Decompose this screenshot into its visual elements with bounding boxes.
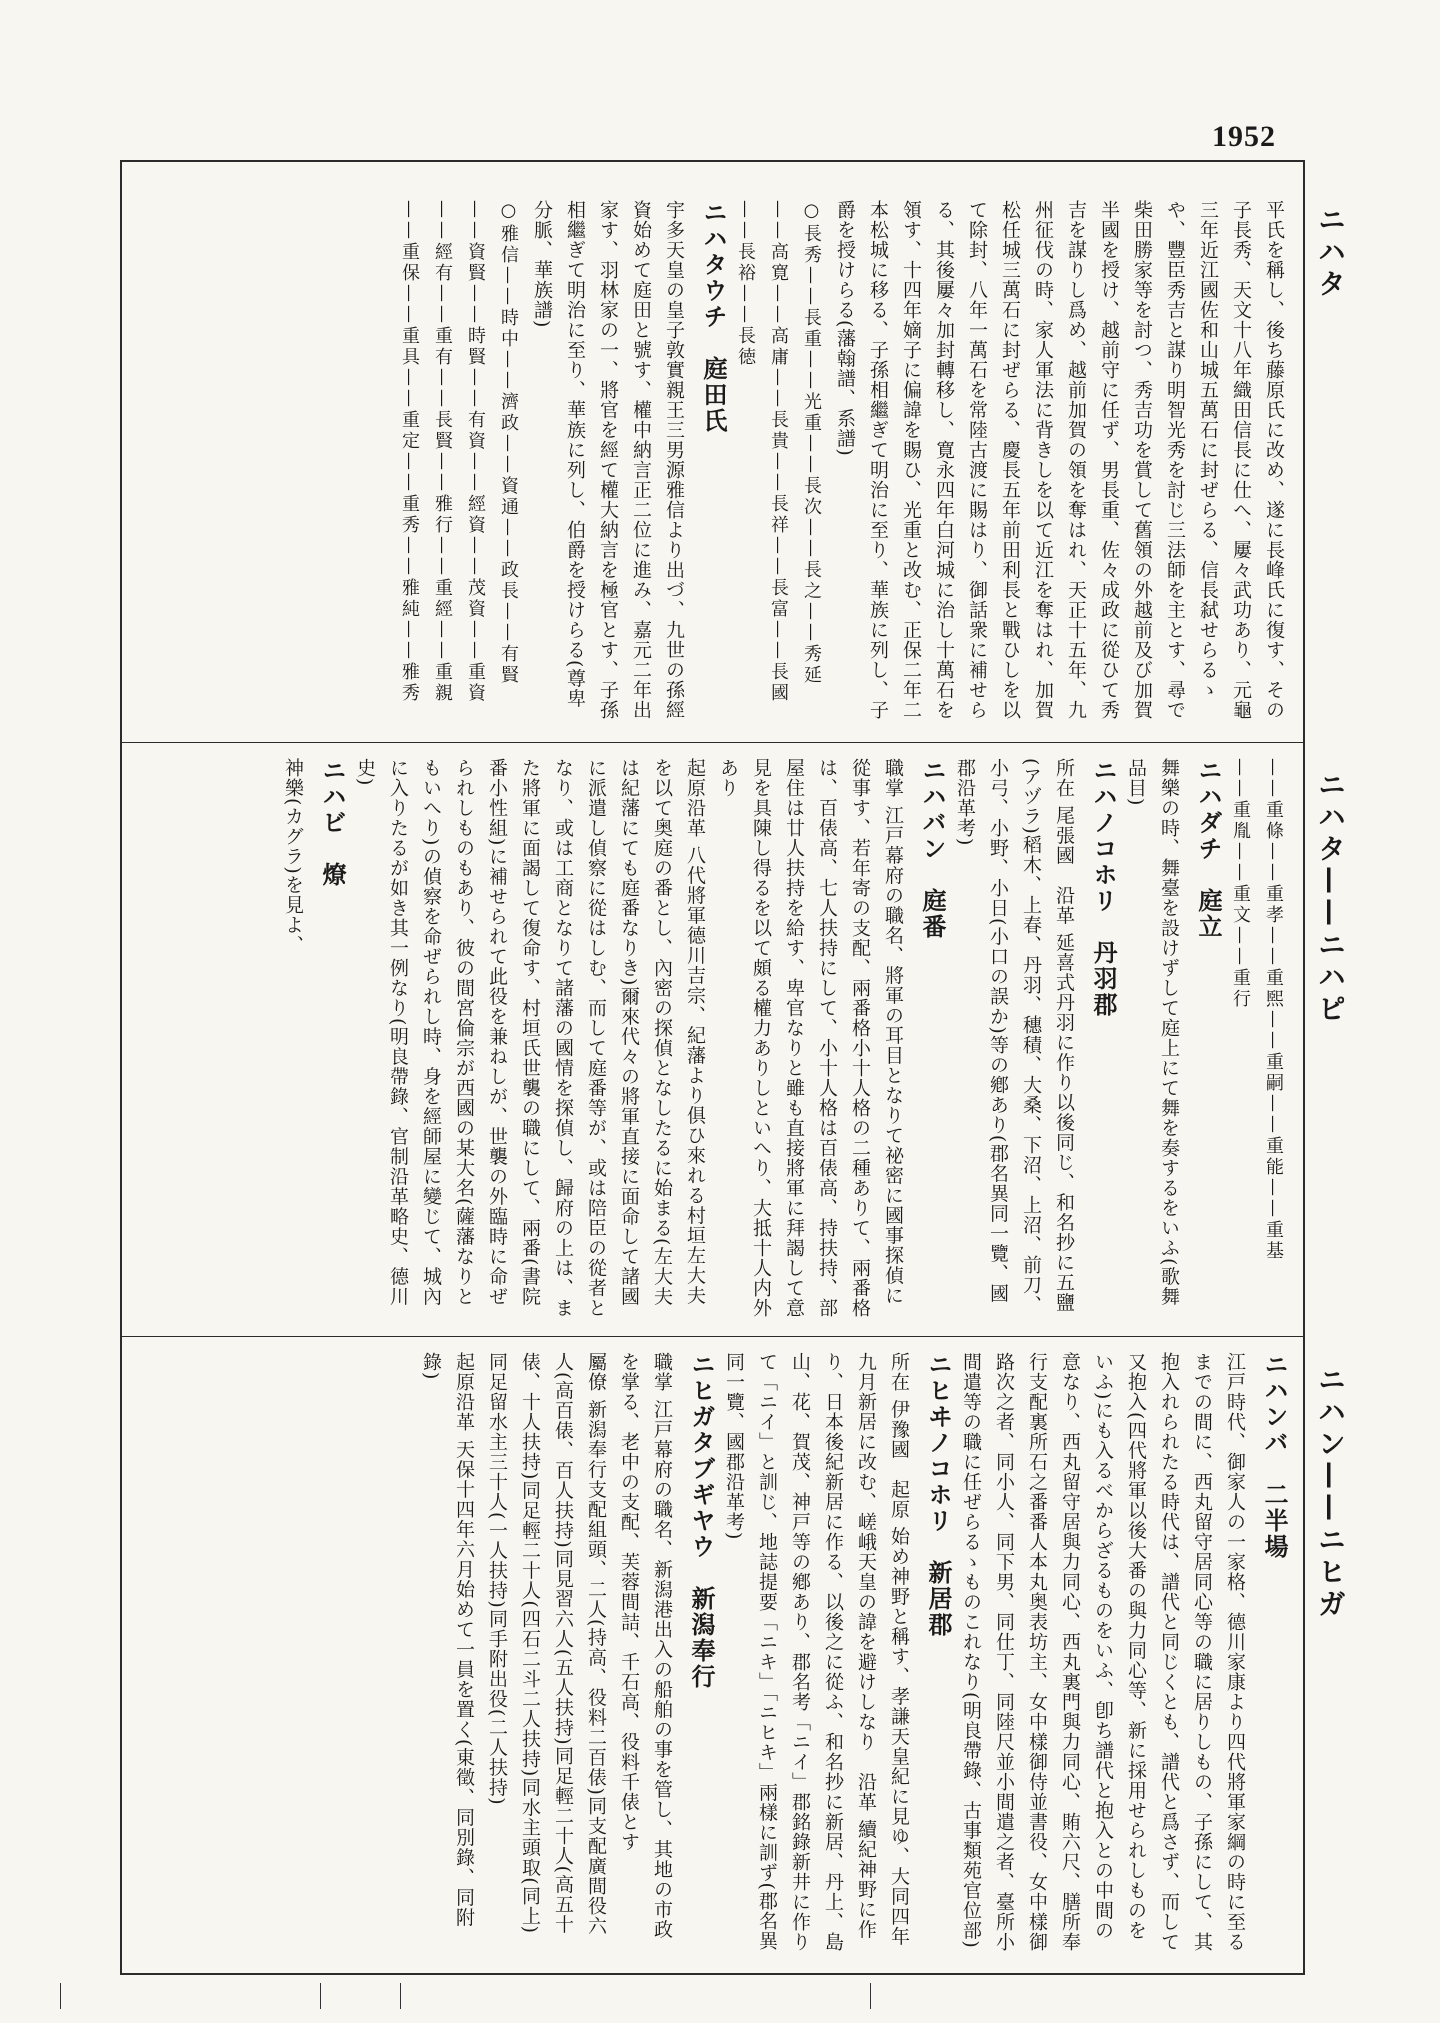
genealogy-line: ——重胤——重文——重行	[1230, 758, 1251, 1010]
text-block: 舞樂の時、舞臺を設けずして庭上にて舞を奏するをいふ(歌舞品目)	[1125, 758, 1180, 1307]
section-middle	[140, 758, 1290, 1318]
section-bottom	[140, 1352, 1290, 1952]
text-block: 起原沿革 天保十四年六月始めて一員を置く(東徵、同別錄、同附錄)	[420, 1352, 475, 1928]
genealogy-line: ○長秀——長重——光重——長次——長之——秀延	[801, 200, 822, 686]
text-block: 所在 尾張國 沿革 延喜式丹羽に作り以後同じ、和名抄に五鹽(アヅラ)稻木、上春、丹羽、穗積、大桑、下沼、上沼、前刀、小弓、小野、小日(小口の誤か)等の鄕あり(郡名異同一覽、國郡沿革考)	[954, 758, 1075, 1315]
divider-upper	[120, 742, 1305, 743]
entry-heading: ニハンバ 二半場	[1260, 1352, 1288, 1560]
entry-heading: ニハバン 庭番	[918, 758, 946, 940]
genealogy-line: ○雅信——時中——濟政——資通——政長——有賢	[498, 200, 519, 686]
entry-heading: ニハノコホリ 丹羽郡	[1089, 758, 1117, 1018]
page-number: 1952	[1212, 120, 1276, 153]
entry-heading: ニハタウチ 庭田氏	[699, 200, 727, 434]
genealogy-line: ——高寛——高庸——長貴——長祥——長富——長國	[768, 200, 789, 704]
running-head-middle: ニハタ——ニハピ	[1314, 770, 1347, 1026]
divider-lower	[120, 1336, 1305, 1337]
entry-heading: ニヒガタブギヤウ 新潟奉行	[687, 1352, 715, 1690]
text-block: 職掌 江戸幕府の職名、新潟港出入の船舶の事を管し、其地の市政を掌る、老中の支配、芙蓉間詰、千石高、役料千俵とす	[618, 1352, 673, 1940]
genealogy-line: ——重保——重具——重定——重秀——雅純——雅秀	[399, 200, 420, 704]
genealogy-line: ——經有——重有——長賢——雅行——重經——重親	[432, 200, 453, 704]
entry-heading: ニハダチ 庭立	[1194, 758, 1222, 940]
text-block: 宇多天皇の皇子敦實親王三男源雅信より出づ、九世の孫經資始めて庭田と號す、權中納言正二位に進み、嘉元二年出家す、羽林家の一、將官を經て權大納言を極官とす、子孫相繼ぎて明治に至り、華族に列し、伯爵を授けらる(尊卑分脈、華族譜)	[531, 200, 685, 720]
genealogy-line: ——重條——重孝——重煕——重嗣——重能——重基	[1263, 758, 1284, 1262]
entry-heading: ニハビ 燎	[318, 758, 346, 888]
section-top	[140, 200, 1290, 725]
scan-edge-marks	[0, 1979, 1440, 2009]
text-block: 屬僚 新潟奉行支配組頭、二人(持高、役料二百俵)同支配廣間役六人(高百俵、百人扶持)同見習六人(五人扶持)同足輕二十人(高五十俵、十人扶持)同足輕二十人(四石二斗二人扶持)同水主頭取(同上)同足留水主三十人(一人扶持)同手附出役(二人扶持)	[486, 1352, 607, 1936]
text-block: 江戸時代、御家人の一家格、德川家康より四代將軍家綱の時に至るまでの間に、西丸留守居同心等の職に居りしもの、子孫にして、其抱入れられたる時代は、譜代と同じくとも、譜代と爲さず、而して又抱入(四代將軍以後大番の與力同心等、新に採用せられしものをいふ)にも入るべからざるものをいふ、卽ち譜代と抱入との中間の意なり、西丸留守居與力同心、西丸裏門與力同心、賄六尺、膳所奉行支配裏所石之番番人本丸奥表坊主、女中樣御侍並書役、女中樣御路次之者、同小人、同下男、同仕丁、同陸尺並小間遣之者、臺所小間遣等の職に任ぜらるゝものこれなり(明良帶錄、古事類苑官位部)	[960, 1352, 1246, 1952]
entry-heading: ニヒヰノコホリ 新居郡	[924, 1352, 952, 1638]
text-block: 職掌 江戸幕府の職名、將軍の耳目となりて祕密に國事探偵に從事す、若年寄の支配、兩番格小十人格の二種ありて、兩番格は、百俵高、七人扶持にして、小十人格は百俵高、持扶持、部屋住は廿人扶持を給す、卑官なりと雖も直接將軍に拜謁して意見を具陳し得るを以て頗る權力ありしといへり、大抵十人内外あり	[717, 758, 904, 1318]
text-block: 平氏を稱し、後ち藤原氏に改め、遂に長峰氏に復す、その子長秀、天文十八年織田信長に仕へ、屢々武功あり、元龜三年近江國佐和山城五萬石に封ぜらる、信長弑せらるゝや、豐臣秀吉と謀り明智光秀を討じ三法師を主とす、尋で柴田勝家等を討つ、秀吉功を賞して舊領の外越前及び加賀半國を授け、越前守に任ず、男長重、佐々成政に從ひて秀吉を謀りし爲め、越前加賀の領を奪はれ、天正十五年、九州征伐の時、家人軍法に背きしを以て近江を奪はれ、加賀松任城三萬石に封ぜらる、慶長五年前田利長と戰ひしを以て除封、八年一萬石を常陸古渡に賜はり、御話衆に補せらる、其後屢々加封轉移し、寛永四年白河城に治し十萬石を領す、十四年嫡子に偏諱を賜ひ、光重と改む、正保二年二本松城に移る、子孫相繼ぎて明治に至り、華族に列し、子爵を授けらる(藩翰譜、系譜)	[834, 200, 1285, 720]
text-block: 神樂(カグラ)を見よ、	[282, 758, 304, 955]
genealogy-line: ——長裕——長徳	[735, 200, 756, 368]
running-head-bottom: ニハン——ニヒガ	[1314, 1365, 1347, 1621]
text-block: 起原沿革 八代將軍德川吉宗、紀藩より俱ひ來れる村垣左大夫を以て奥庭の番とし、內密の探偵となしたるに始まる(左大夫は紀藩にても庭番なりき)爾來代々の將軍直接に面命して諸國に派遣し偵察に從はしむ、而して庭番等が、或は陪臣の從者となり、或は工商となりて諸藩の國情を探偵し、歸府の上は、また將軍に面謁して復命す、村垣氏世襲の職にして、兩番(書院番小性組)に補せられて此役を兼ねしが、世襲の外臨時に命ぜられしものもあり、彼の間宮倫宗が西國の某大名(薩藩なりともいへり)の偵察を命ぜられし時、身を經師屋に變じて、城內に入りたるが如き其一例なり(明良帶錄、官制沿革略史、德川史)	[354, 758, 706, 1318]
running-head-top: ニハタ	[1314, 205, 1347, 301]
genealogy-line: ——資賢——時賢——有資——經資——茂資——重資	[465, 200, 486, 704]
text-block: 所在 伊豫國 起原 始め神野と稱す、孝謙天皇紀に見ゆ、大同四年九月新居に改む、嵯峨天皇の諱を避けしなり 沿革 續紀神野に作り、日本後紀新居に作る、以後之に從ふ、和名抄に新居、丹上、島山、花、賀茂、神戸等の鄕あり、郡名考「ニイ」郡銘錄新井に作りて「ニイ」と訓じ、地誌提要「ニキ」「ニヒキ」兩樣に訓ず(郡名異同一覽、國郡沿革考)	[723, 1352, 910, 1952]
